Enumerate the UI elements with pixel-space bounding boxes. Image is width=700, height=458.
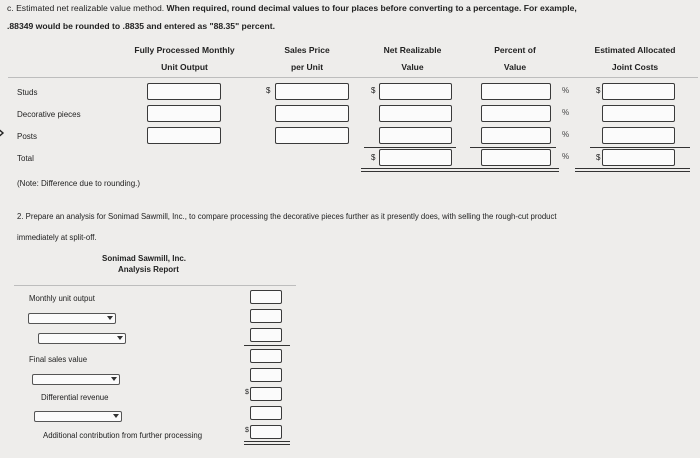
monthly-output-dropdown-2[interactable] — [38, 333, 126, 344]
decorative-price-input[interactable] — [275, 105, 349, 122]
label-monthly-unit-output: Monthly unit output — [29, 294, 95, 303]
header-fully-processed — [112, 42, 257, 76]
label-final-sales-value: Final sales value — [29, 355, 88, 364]
final-sales-dropdown[interactable] — [32, 374, 120, 385]
report-currency-1: $ — [245, 389, 249, 396]
studs-joint-cost-input[interactable] — [602, 83, 675, 100]
report-final-rule-2 — [244, 444, 290, 445]
report-input-1[interactable] — [250, 290, 282, 304]
studs-price-currency: $ — [266, 86, 271, 95]
studs-percent-sign: % — [562, 86, 570, 95]
caret-down-icon — [111, 377, 117, 381]
header-sp-line2: per Unit — [290, 62, 324, 72]
header-nrv-line2: Value — [401, 62, 424, 72]
caret-down-icon — [107, 316, 113, 320]
question-2-line-2: immediately at split-off. — [17, 233, 97, 242]
header-eac-line2: Joint Costs — [611, 62, 659, 72]
instructions-rounding: When required, round decimal values to four places before converting to a percentage. For example, — [166, 3, 577, 13]
instructions-line-2: .88349 would be rounded to .8835 and entered as "88.35" percent. — [7, 21, 275, 31]
total-nrv-currency: $ — [371, 153, 376, 162]
question-2-line-1: 2. Prepare an analysis for Sonimad Sawmill, Inc., to compare processing the decorative pieces further as it presently does, with selling the rough-cut product — [17, 212, 557, 221]
nrv-double-rule-1 — [361, 168, 559, 169]
header-fpm-line1: Fully Processed Monthly — [134, 45, 235, 55]
report-input-3[interactable] — [250, 328, 282, 342]
header-nrv-line1: Net Realizable — [383, 45, 442, 55]
instructions-line-1 — [7, 3, 577, 13]
header-fpm-line2: Unit Output — [161, 62, 208, 72]
header-estimated-allocated — [576, 42, 694, 76]
posts-nrv-input[interactable] — [379, 127, 452, 144]
decorative-unit-output-input[interactable] — [147, 105, 221, 122]
total-percent-sign: % — [562, 152, 570, 161]
report-input-7[interactable] — [250, 406, 282, 420]
caret-down-icon — [113, 414, 119, 418]
posts-percent-sign: % — [562, 130, 570, 139]
differential-revenue-dropdown[interactable] — [34, 411, 122, 422]
report-input-6[interactable] — [250, 387, 282, 401]
row-label-decorative: Decorative pieces — [17, 110, 81, 119]
rounding-note: (Note: Difference due to rounding.) — [17, 179, 141, 188]
posts-price-input[interactable] — [275, 127, 349, 144]
report-final-rule-1 — [244, 441, 290, 442]
decorative-joint-cost-input[interactable] — [602, 105, 675, 122]
posts-percent-input[interactable] — [481, 127, 551, 144]
studs-unit-output-input[interactable] — [147, 83, 221, 100]
total-percent-input[interactable] — [481, 149, 551, 166]
row-label-studs: Studs — [17, 88, 38, 97]
header-sp-line1: Sales Price — [284, 45, 330, 55]
chevron-right-icon — [0, 126, 6, 140]
studs-percent-input[interactable] — [481, 83, 551, 100]
decorative-percent-input[interactable] — [481, 105, 551, 122]
studs-price-input[interactable] — [275, 83, 349, 100]
report-rule-1 — [244, 345, 290, 346]
report-title: Analysis Report — [118, 265, 179, 274]
header-divider — [8, 77, 698, 78]
report-company-name: Sonimad Sawmill, Inc. — [102, 254, 187, 263]
nrv-double-rule-2 — [361, 171, 559, 172]
header-percent-value — [470, 42, 560, 76]
instructions-lead: c. Estimated net realizable value method. — [7, 3, 167, 13]
report-input-2[interactable] — [250, 309, 282, 323]
total-jc-currency: $ — [596, 153, 601, 162]
studs-nrv-input[interactable] — [379, 83, 452, 100]
jc-double-rule-2 — [575, 171, 690, 172]
header-eac-line1: Estimated Allocated — [594, 45, 676, 55]
caret-down-icon — [117, 336, 123, 340]
header-pov-line1: Percent of — [494, 45, 536, 55]
decorative-nrv-input[interactable] — [379, 105, 452, 122]
monthly-output-dropdown[interactable] — [28, 313, 116, 324]
header-sales-price — [262, 42, 352, 76]
row-label-posts: Posts — [17, 132, 38, 141]
report-currency-2: $ — [245, 427, 249, 434]
header-net-realizable — [365, 42, 460, 76]
label-differential-revenue: Differential revenue — [41, 393, 109, 402]
total-nrv-input[interactable] — [379, 149, 452, 166]
report-input-4[interactable] — [250, 349, 282, 363]
jc-double-rule-1 — [575, 168, 690, 169]
report-input-5[interactable] — [250, 368, 282, 382]
studs-jc-currency: $ — [596, 86, 601, 95]
row-label-total: Total — [17, 154, 34, 163]
additional-contribution-input[interactable] — [250, 425, 282, 439]
total-joint-cost-input[interactable] — [602, 149, 675, 166]
decorative-percent-sign: % — [562, 108, 570, 117]
posts-joint-cost-input[interactable] — [602, 127, 675, 144]
posts-unit-output-input[interactable] — [147, 127, 221, 144]
header-pov-line2: Value — [503, 62, 527, 72]
studs-nrv-currency: $ — [371, 86, 376, 95]
label-additional-contribution: Additional contribution from further processing — [43, 431, 203, 440]
report-header-divider — [14, 285, 296, 286]
